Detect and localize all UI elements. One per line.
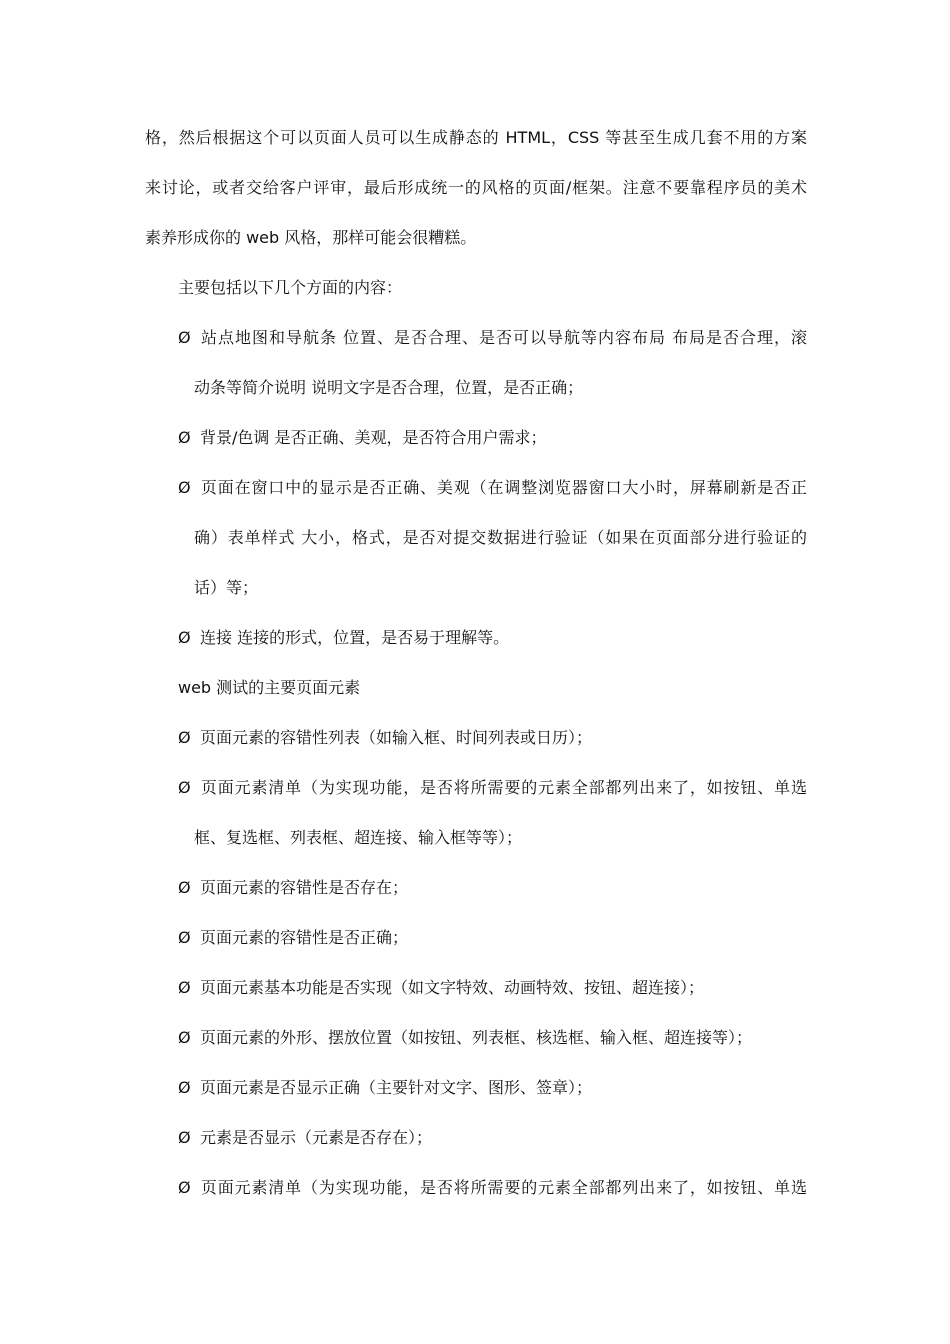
list-item-text: 页面元素的容错性列表（如输入框、时间列表或日历）； [200,728,593,747]
list-item [145,313,807,363]
list-item [145,1013,807,1063]
list-item [145,863,807,913]
bullet-glyph: Ø [178,628,191,647]
section-intro: 主要包括以下几个方面的内容： [178,278,403,297]
list-item [145,413,807,463]
document-body [145,113,807,1213]
list-item-continuation: 动条等简介说明 说明文字是否合理，位置，是否正确； [194,378,584,397]
list-item-text: 页面元素基本功能是否实现（如文字特效、动画特效、按钮、超连接）； [200,978,705,997]
list-item [145,763,807,813]
bullet-glyph: Ø [178,428,191,447]
list-item-text: 页面在窗口中的显示是否正确、美观（在调整浏览器窗口大小时，屏幕刷新是否正 [200,478,807,497]
list-item-text: 页面元素清单（为实现功能，是否将所需要的元素全部都列出来了，如按钮、单选 [200,1178,807,1197]
bullet-glyph: Ø [178,1178,191,1197]
section-heading: web 测试的主要页面元素 [178,678,361,697]
list-item [145,463,807,513]
paragraph-line-3: 素养形成你的 web 风格，那样可能会很糟糕。 [145,228,477,247]
paragraph-line-2: 来讨论，或者交给客户评审，最后形成统一的风格的页面/框架。注意不要靠程序员的美术 [145,178,807,197]
bullet-glyph: Ø [178,478,191,497]
list-item-continuation: 框、复选框、列表框、超连接、输入框等等）； [194,828,523,847]
list-item [145,713,807,763]
list-item [145,1113,807,1163]
list-item-text: 页面元素清单（为实现功能，是否将所需要的元素全部都列出来了，如按钮、单选 [200,778,807,797]
list-item [145,613,807,663]
bullet-glyph: Ø [178,928,191,947]
list-item-text: 站点地图和导航条 位置、是否合理、是否可以导航等内容布局 布局是否合理，滚 [200,328,807,347]
list-item-text: 页面元素的容错性是否正确； [200,928,409,947]
list-item-text: 页面元素是否显示正确（主要针对文字、图形、签章）； [200,1078,593,1097]
bullet-glyph: Ø [178,1128,191,1147]
bullet-glyph: Ø [178,1028,191,1047]
list-item [145,1063,807,1113]
list-item-text: 背景/色调 是否正确、美观，是否符合用户需求； [200,428,547,447]
list-item-text: 元素是否显示（元素是否存在）； [200,1128,433,1147]
bullet-glyph: Ø [178,328,191,347]
list-item-continuation: 话）等； [194,578,259,597]
list-item-text: 连接 连接的形式，位置，是否易于理解等。 [200,628,510,647]
bullet-glyph: Ø [178,978,191,997]
list-item [145,913,807,963]
list-item-continuation: 确）表单样式 大小，格式，是否对提交数据进行验证（如果在页面部分进行验证的 [194,528,807,547]
bullet-glyph: Ø [178,878,191,897]
bullet-glyph: Ø [178,778,191,797]
bullet-glyph: Ø [178,1078,191,1097]
paragraph-line-1: 格，然后根据这个可以页面人员可以生成静态的 HTML，CSS 等甚至生成几套不用的方案 [145,128,807,147]
list-item [145,963,807,1013]
bullet-glyph: Ø [178,728,191,747]
list-item-text: 页面元素的容错性是否存在； [200,878,409,897]
list-item-text: 页面元素的外形、摆放位置（如按钮、列表框、核选框、输入框、超连接等）； [200,1028,753,1047]
list-item [145,1163,807,1213]
